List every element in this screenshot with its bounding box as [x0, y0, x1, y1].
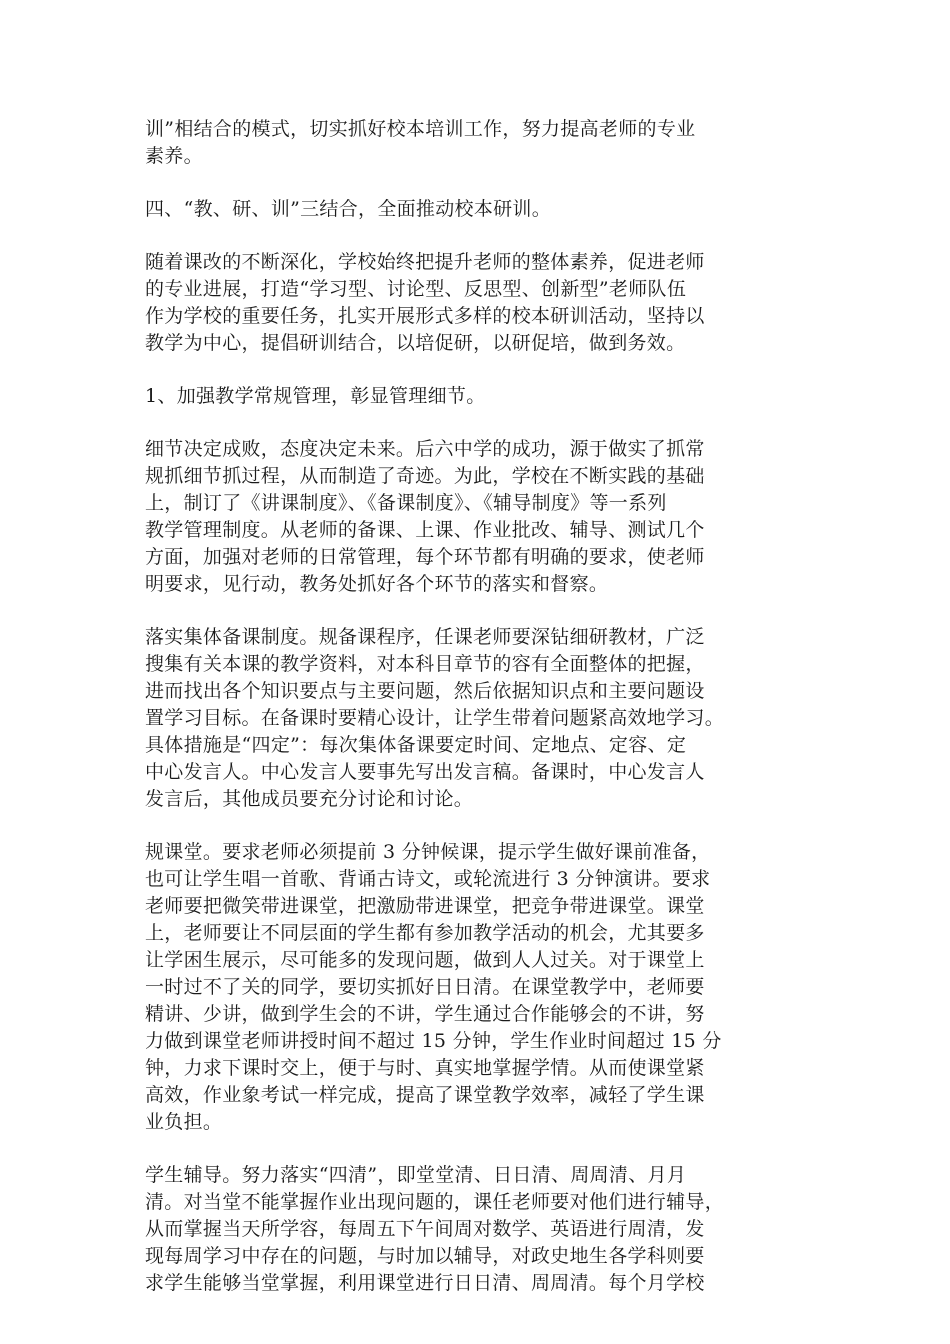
paragraph-intro: [145, 249, 805, 357]
paragraph-details: [145, 436, 805, 598]
text-line: 方面，加强对老师的日常管理，每个环节都有明确的要求，使老师: [145, 546, 705, 568]
text-line: 高效，作业象考试一样完成，提高了课堂教学效率，减轻了学生课: [145, 1084, 705, 1106]
text-line: 清。对当堂不能掌握作业出现问题的，课任老师要对他们进行辅导，: [145, 1191, 725, 1213]
text-line: 1、加强教学常规管理，彰显管理细节。: [145, 385, 486, 407]
text-line: 上，制订了《讲课制度》、《备课制度》、《辅导制度》等一系列: [145, 492, 667, 514]
text-line: 一时过不了关的同学，要切实抓好日日清。在课堂教学中，老师要: [145, 976, 705, 998]
text-line: 进而找出各个知识要点与主要问题，然后依据知识点和主要问题设: [145, 680, 705, 702]
text-line: 业负担。: [145, 1111, 223, 1133]
text-line: 训”相结合的模式，切实抓好校本培训工作，努力提高老师的专业: [145, 118, 696, 140]
document-page: [145, 116, 805, 1323]
text-line: 随着课改的不断深化，学校始终把提升老师的整体素养，促进老师: [145, 251, 705, 273]
text-line: 落实集体备课制度。规备课程序，任课老师要深钻细研教材，广泛: [145, 626, 705, 648]
text-line: 中心发言人。中心发言人要事先写出发言稿。备课时，中心发言人: [145, 761, 705, 783]
text-line: 上，老师要让不同层面的学生都有参加教学活动的机会，尤其要多: [145, 922, 705, 944]
text-line: 教学管理制度。从老师的备课、上课、作业批改、辅导、测试几个: [145, 519, 705, 541]
text-line: 力做到课堂老师讲授时间不超过 15 分钟，学生作业时间超过 15 分: [145, 1030, 722, 1052]
text-line: 明要求，见行动，教务处抓好各个环节的落实和督察。: [145, 573, 609, 595]
paragraph-continuation: [145, 116, 805, 170]
text-line: 作为学校的重要任务，扎实开展形式多样的校本研训活动，坚持以: [145, 305, 705, 327]
text-line: 发言后，其他成员要充分讨论和讨论。: [145, 788, 474, 810]
text-line: 学生辅导。努力落实“四清”，即堂堂清、日日清、周周清、月月: [145, 1164, 687, 1186]
text-line: 老师要把微笑带进课堂，把激励带进课堂，把竞争带进课堂。课堂: [145, 895, 705, 917]
text-line: 教学为中心，提倡研训结合，以培促研，以研促培，做到务效。: [145, 332, 686, 354]
text-line: 钟，力求下课时交上，便于与时、真实地掌握学情。从而使课堂紧: [145, 1057, 705, 1079]
text-line: 现每周学习中存在的问题，与时加以辅导，对政史地生各学科则要: [145, 1245, 705, 1267]
text-line: 让学困生展示，尽可能多的发现问题，做到人人过关。对于课堂上: [145, 949, 705, 971]
text-line: 的专业进展，打造“学习型、讨论型、反思型、创新型”老师队伍: [145, 278, 687, 300]
text-line: 规课堂。要求老师必须提前 3 分钟候课，提示学生做好课前准备，: [145, 841, 711, 863]
text-line: 素养。: [145, 145, 203, 167]
section-heading: [145, 196, 805, 223]
text-line: 细节决定成败，态度决定未来。后六中学的成功，源于做实了抓常: [145, 438, 705, 460]
text-line: 求学生能够当堂掌握，利用课堂进行日日清、周周清。每个月学校: [145, 1272, 705, 1294]
text-line: 规抓细节抓过程，从而制造了奇迹。为此，学校在不断实践的基础: [145, 465, 705, 487]
text-line: 精讲、少讲，做到学生会的不讲，学生通过合作能够会的不讲，努: [145, 1003, 705, 1025]
text-line: 搜集有关本课的教学资料，对本科目章节的容有全面整体的把握，: [145, 653, 705, 675]
paragraph-classroom: [145, 839, 805, 1136]
text-line: 四、“教、研、训”三结合，全面推动校本研训。: [145, 198, 552, 220]
text-line: 具体措施是“四定”：每次集体备课要定时间、定地点、定容、定: [145, 734, 687, 756]
text-line: 也可让学生唱一首歌、背诵古诗文，或轮流进行 3 分钟演讲。要求: [145, 868, 711, 890]
paragraph-tutoring: [145, 1162, 805, 1297]
paragraph-collective-lesson-prep: [145, 624, 805, 813]
text-line: 从而掌握当天所学容，每周五下午间周对数学、英语进行周清，发: [145, 1218, 705, 1240]
text-line: 置学习目标。在备课时要精心设计，让学生带着问题紧高效地学习。: [145, 707, 725, 729]
subsection-heading: [145, 383, 805, 410]
